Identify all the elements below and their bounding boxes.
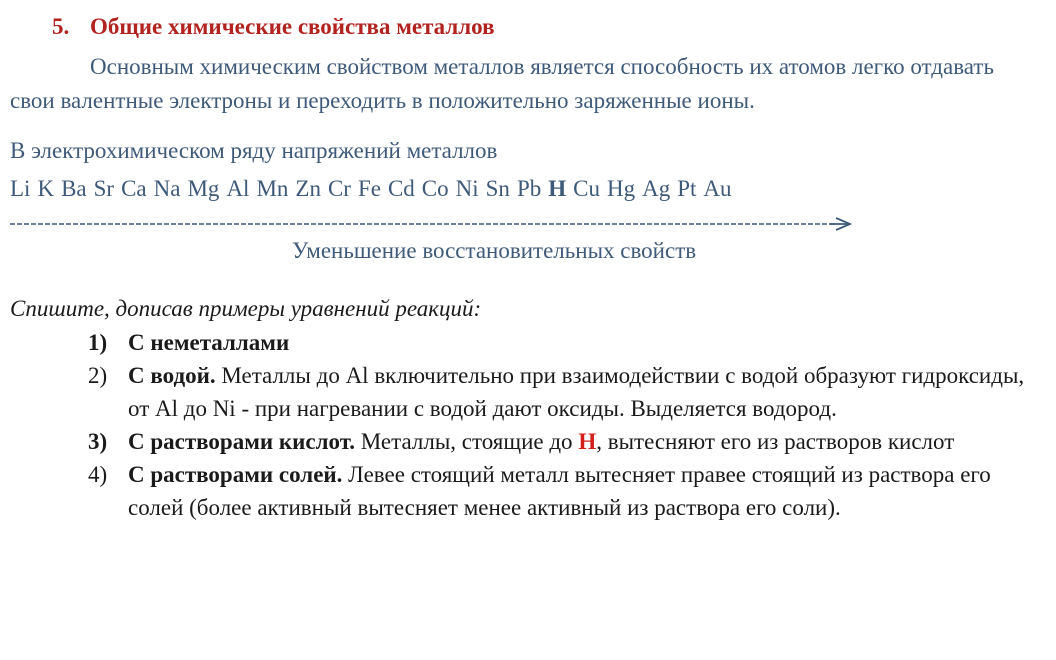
item-title: С растворами солей. — [128, 462, 343, 487]
item-title: С водой. — [128, 363, 216, 388]
series-element: Zn — [295, 176, 321, 201]
series-element: Mn — [256, 176, 289, 201]
series-element: Pb — [516, 176, 542, 201]
intro-paragraph: Основным химическим свойством металлов является способность их атомов легко отдавать свои валентные электроны и переходить в положительно заряженные ионы. — [10, 54, 994, 113]
item-text: Левее стоящий металл вытесняет правее стоящий из раствора его солей (более активный вытесняет менее активный из раствора его соли). — [128, 462, 991, 520]
item-number: 1) — [88, 330, 108, 355]
series-element: Ba — [61, 176, 87, 201]
item-number: 4) — [88, 462, 108, 487]
series-element: Au — [703, 176, 732, 201]
list-item — [88, 425, 1038, 458]
series-element: Na — [153, 176, 181, 201]
list-item — [88, 458, 1038, 524]
series-element: Ca — [121, 176, 147, 201]
item-title: С растворами кислот. — [128, 429, 356, 454]
dashed-arrow — [10, 212, 852, 232]
series-element: Mg — [187, 176, 220, 201]
series-element: Ag — [642, 176, 671, 201]
list-item — [88, 326, 1038, 359]
series-element: Cd — [387, 176, 415, 201]
series-label: В электрохимическом ряду напряжений металлов — [10, 138, 498, 163]
electrochemical-series — [10, 176, 739, 202]
section-number: 5. — [52, 14, 70, 39]
series-element: Ni — [455, 176, 479, 201]
series-element: Cu — [573, 176, 600, 201]
task-instruction: Спишите, дописав примеры уравнений реакций: — [10, 296, 482, 321]
item-number: 3) — [88, 429, 108, 454]
item-text: Металлы, стоящие до — [355, 429, 579, 454]
item-text-after: , вытесняют его из растворов кислот — [596, 429, 955, 454]
series-element: Pt — [677, 176, 697, 201]
series-element: Sn — [485, 176, 510, 201]
series-element: Sr — [93, 176, 115, 201]
decrease-label: Уменьшение восстановительных свойств — [292, 238, 697, 263]
hydrogen-highlight: Н — [578, 429, 597, 454]
list-item — [88, 359, 1038, 425]
section-title: Общие химические свойства металлов — [90, 14, 495, 39]
series-element: Hg — [606, 176, 636, 201]
item-text: Металлы до Al включительно при взаимодействии с водой образуют гидроксиды, от Al до Ni - при нагревании с водой дают оксиды. Выделяется водород. — [128, 363, 1025, 421]
reaction-list — [88, 326, 1038, 524]
section-heading — [52, 14, 495, 40]
series-element: K — [37, 176, 55, 201]
item-number: 2) — [88, 363, 108, 388]
item-title: С неметаллами — [128, 330, 290, 355]
series-element: Li — [10, 176, 31, 201]
series-element: Co — [421, 176, 449, 201]
series-element: H — [548, 176, 567, 201]
series-element: Al — [226, 176, 250, 201]
series-element: Fe — [357, 176, 381, 201]
series-element: Cr — [327, 176, 351, 201]
